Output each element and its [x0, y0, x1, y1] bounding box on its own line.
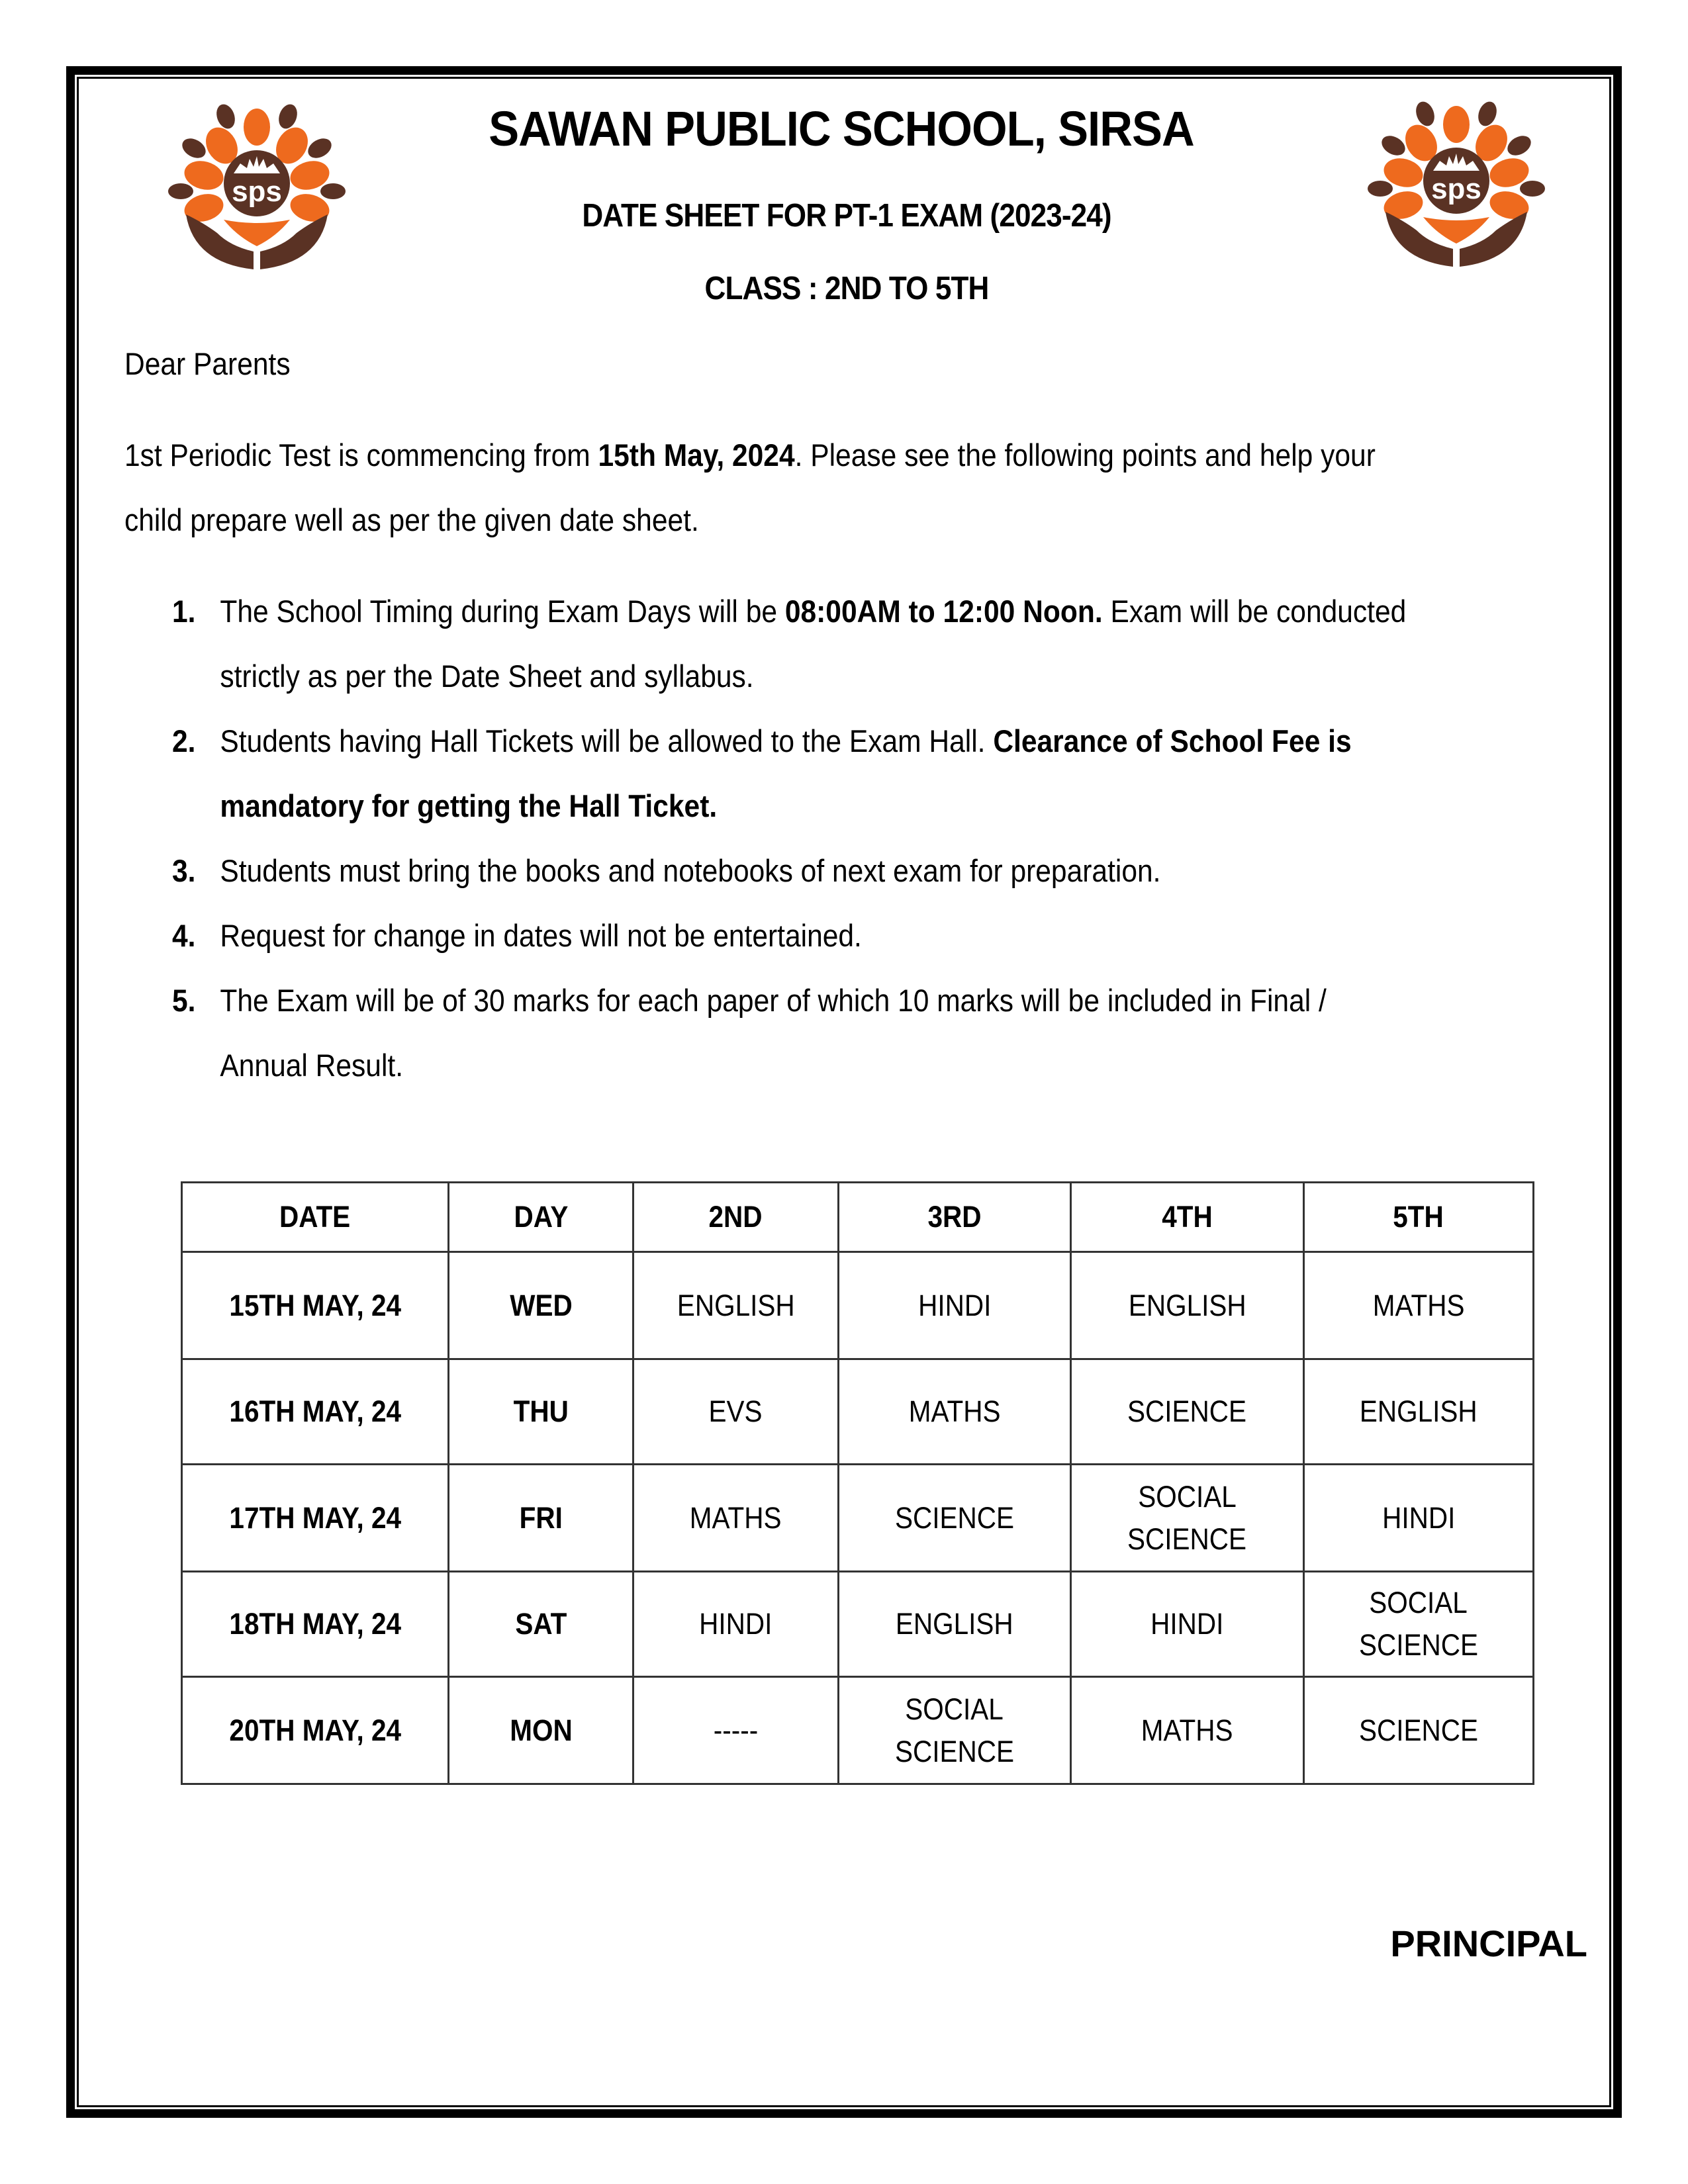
exam-timing: 08:00AM to 12:00 Noon. — [784, 594, 1103, 629]
point-text: The Exam will be of 30 marks for each paper of which 10 marks will be included in Final / — [220, 983, 1327, 1018]
intro-paragraph-line-1 — [124, 437, 1376, 473]
day-cell: WED — [449, 1252, 633, 1359]
intro-paragraph-line-2: child prepare well as per the given date sheet. — [124, 502, 699, 537]
logo-text: sps — [232, 175, 282, 208]
point-number: 3. — [172, 853, 196, 888]
class-5-subject: ENGLISH — [1304, 1359, 1534, 1465]
point-2-line-1 — [172, 723, 1352, 759]
date-cell: 17TH MAY, 24 — [182, 1465, 449, 1572]
point-text: strictly as per the Date Sheet and syllabus. — [220, 659, 754, 694]
point-number: 1. — [172, 594, 196, 629]
column-header-class-3: 3RD — [839, 1183, 1071, 1252]
class-2-subject: HINDI — [633, 1572, 839, 1677]
intro-prefix: 1st Periodic Test is commencing from — [124, 437, 598, 473]
class-2-subject: EVS — [633, 1359, 839, 1465]
point-2-line-2 — [172, 788, 717, 824]
table-row — [182, 1252, 1534, 1359]
class-2-subject: ENGLISH — [633, 1252, 839, 1359]
class-4-subject: HINDI — [1071, 1572, 1304, 1677]
table-row — [182, 1465, 1534, 1572]
day-cell: MON — [449, 1677, 633, 1784]
class-4-subject: SCIENCE — [1071, 1359, 1304, 1465]
class-5-subject: SOCIAL SCIENCE — [1304, 1572, 1534, 1677]
class-3-subject: MATHS — [839, 1359, 1071, 1465]
point-number: 2. — [172, 723, 196, 758]
page-border-inner — [77, 77, 1611, 2107]
class-5-subject: MATHS — [1304, 1252, 1534, 1359]
class-2-subject: ----- — [633, 1677, 839, 1784]
class-3-subject: SOCIAL SCIENCE — [839, 1677, 1071, 1784]
point-1-line-1 — [172, 593, 1406, 629]
table-row — [182, 1572, 1534, 1677]
class-3-subject: ENGLISH — [839, 1572, 1071, 1677]
date-cell: 16TH MAY, 24 — [182, 1359, 449, 1465]
point-1-line-2 — [172, 658, 754, 694]
point-text: Request for change in dates will not be entertained. — [220, 918, 862, 953]
point-3 — [172, 852, 1160, 889]
date-cell: 15TH MAY, 24 — [182, 1252, 449, 1359]
class-3-subject: HINDI — [839, 1252, 1071, 1359]
point-4 — [172, 917, 862, 954]
column-header-class-2: 2ND — [633, 1183, 839, 1252]
point-text: Exam will be conducted — [1102, 594, 1407, 629]
class-3-subject: SCIENCE — [839, 1465, 1071, 1572]
class-4-subject: MATHS — [1071, 1677, 1304, 1784]
day-cell: FRI — [449, 1465, 633, 1572]
class-4-subject: SOCIAL SCIENCE — [1071, 1465, 1304, 1572]
intro-suffix: . Please see the following points and help your — [794, 437, 1376, 473]
principal-signature: PRINCIPAL — [1390, 1923, 1587, 1964]
fee-clearance-notice: Clearance of School Fee is — [993, 723, 1352, 758]
class-5-subject: HINDI — [1304, 1465, 1534, 1572]
point-text: Students must bring the books and notebooks of next exam for preparation. — [220, 853, 1161, 888]
column-header-class-5: 5TH — [1304, 1183, 1534, 1252]
logo-text: sps — [1431, 173, 1481, 205]
day-cell: SAT — [449, 1572, 633, 1677]
column-header-day: DAY — [449, 1183, 633, 1252]
point-5-line-2 — [172, 1047, 403, 1083]
date-cell: 18TH MAY, 24 — [182, 1572, 449, 1677]
date-sheet-table — [181, 1181, 1534, 1785]
class-4-subject: ENGLISH — [1071, 1252, 1304, 1359]
table-header-row — [182, 1183, 1534, 1252]
column-header-date: DATE — [182, 1183, 449, 1252]
greeting: Dear Parents — [124, 346, 291, 381]
point-text: The School Timing during Exam Days will be — [220, 594, 785, 629]
column-header-class-4: 4TH — [1071, 1183, 1304, 1252]
day-cell: THU — [449, 1359, 633, 1465]
point-5-line-1 — [172, 982, 1327, 1019]
class-5-subject: SCIENCE — [1304, 1677, 1534, 1784]
table-row — [182, 1359, 1534, 1465]
class-range-title: CLASS : 2ND TO 5TH — [704, 271, 989, 306]
point-text: Annual Result. — [220, 1048, 404, 1083]
class-2-subject: MATHS — [633, 1465, 839, 1572]
fee-clearance-notice: mandatory for getting the Hall Ticket. — [220, 788, 718, 823]
school-name: SAWAN PUBLIC SCHOOL, SIRSA — [489, 101, 1194, 156]
point-text: Students having Hall Tickets will be allowed to the Exam Hall. — [220, 723, 994, 758]
table-row — [182, 1677, 1534, 1784]
date-sheet-title: DATE SHEET FOR PT-1 EXAM (2023-24) — [582, 198, 1111, 234]
date-cell: 20TH MAY, 24 — [182, 1677, 449, 1784]
point-number: 5. — [172, 983, 196, 1018]
point-number: 4. — [172, 918, 196, 953]
intro-start-date: 15th May, 2024 — [598, 437, 795, 473]
